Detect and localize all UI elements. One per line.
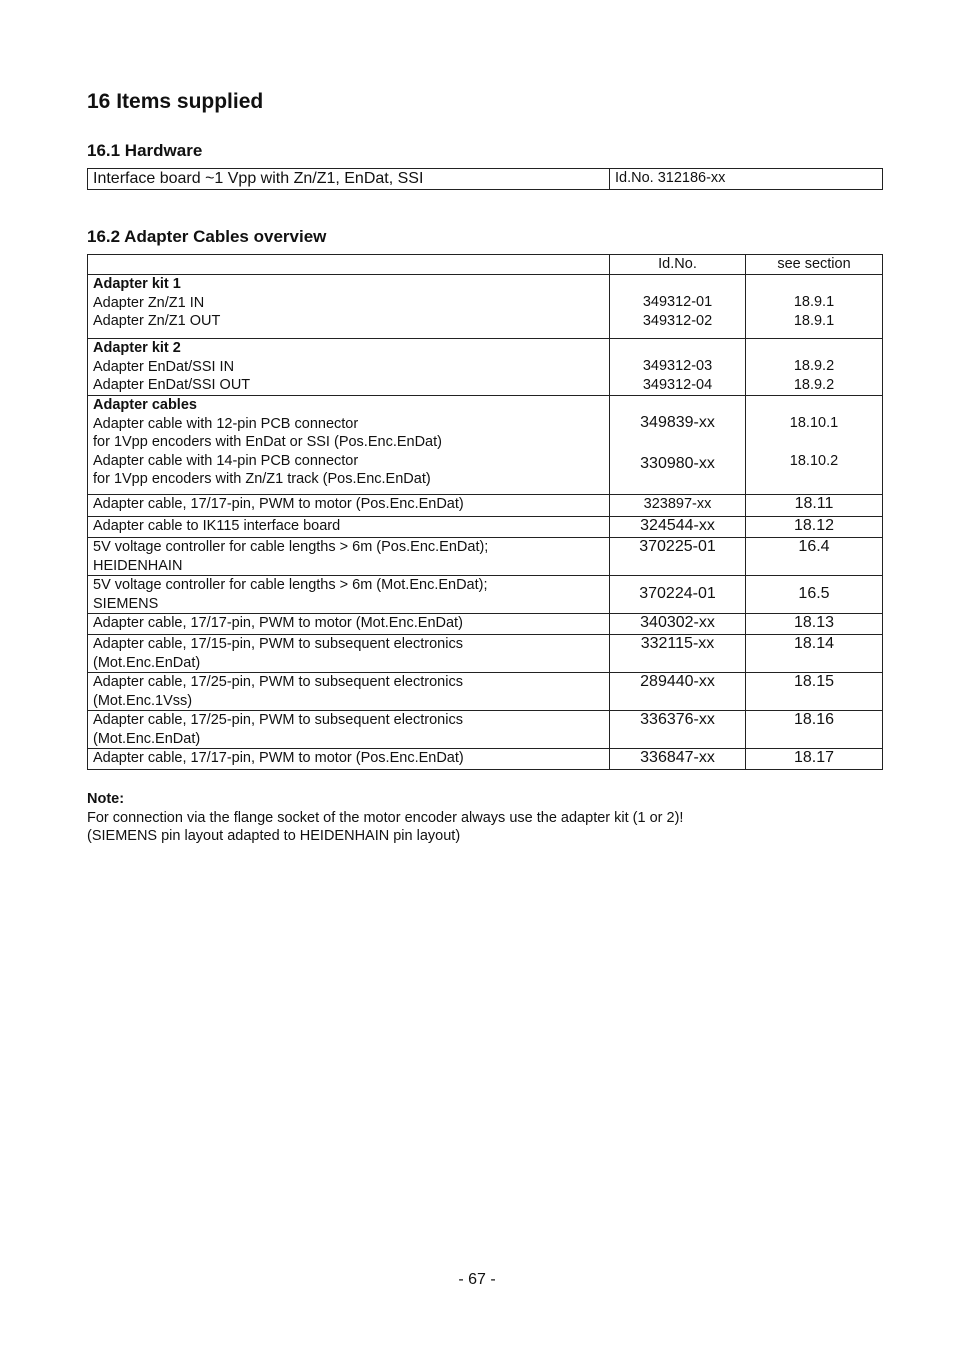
row-desc: Adapter cable, 17/17-pin, PWM to motor (Mot.Enc.EnDat) — [88, 614, 610, 635]
row-section: 18.12 — [746, 517, 883, 538]
note-text: For connection via the flange socket of the motor encoder always use the adapter kit (1 or 2)! — [87, 809, 684, 826]
kit2-id: 349312-03 — [642, 358, 713, 374]
header-section: see section — [746, 255, 883, 275]
hardware-id: Id.No. 312186-xx — [610, 169, 883, 190]
row-section: 16.4 — [746, 538, 883, 576]
table-row — [88, 275, 883, 339]
kit2-section: 18.9.2 — [793, 358, 835, 374]
row-desc: (Mot.Enc.EnDat) — [93, 654, 201, 671]
row-desc: Adapter cable, 17/25-pin, PWM to subsequent electronics — [93, 674, 463, 690]
header-id: Id.No. — [610, 255, 746, 275]
row-desc: 5V voltage controller for cable lengths > 6m (Mot.Enc.EnDat); — [93, 577, 488, 593]
row-section: 18.16 — [746, 711, 883, 749]
table-row — [88, 711, 883, 749]
row-id: 323897-xx — [610, 495, 746, 517]
row-id: 370225-01 — [610, 538, 746, 576]
kit1-id: 349312-01 — [642, 294, 713, 310]
kit1-section: 18.9.1 — [793, 294, 835, 310]
kit1-item: Adapter Zn/Z1 OUT — [93, 313, 221, 329]
row-id: 336847-xx — [610, 749, 746, 770]
row-section: 18.17 — [746, 749, 883, 770]
adapter-cable-id: 349839-xx — [640, 414, 715, 431]
hardware-heading: 16.1 Hardware — [87, 141, 203, 160]
kit2-item: Adapter EnDat/SSI IN — [93, 358, 235, 375]
row-id: 332115-xx — [610, 635, 746, 673]
table-row — [88, 517, 883, 538]
row-id: 289440-xx — [610, 673, 746, 711]
row-desc: HEIDENHAIN — [93, 557, 183, 574]
kit2-item: Adapter EnDat/SSI OUT — [93, 377, 251, 393]
adapter-cables-title: Adapter cables — [93, 397, 197, 413]
row-desc: Adapter cable, 17/17-pin, PWM to motor (Pos.Enc.EnDat) — [88, 749, 610, 770]
row-section: 16.5 — [746, 576, 883, 614]
note — [87, 790, 683, 846]
row-desc: Adapter cable, 17/15-pin, PWM to subsequent electronics — [93, 636, 463, 652]
adapter-cable-line: Adapter cable with 12-pin PCB connector — [93, 415, 359, 432]
table-row — [88, 635, 883, 673]
table-header-row — [88, 255, 883, 275]
row-section: 18.11 — [746, 495, 883, 517]
table-row — [88, 169, 883, 190]
adapter-cable-id: 330980-xx — [640, 454, 715, 472]
table-row — [88, 495, 883, 517]
row-desc: (Mot.Enc.EnDat) — [93, 730, 201, 747]
row-section: 18.13 — [746, 614, 883, 635]
page-title: 16 Items supplied — [87, 90, 264, 113]
table-row — [88, 749, 883, 770]
row-section: 18.15 — [746, 673, 883, 711]
adapter-cable-line: for 1Vpp encoders with Zn/Z1 track (Pos.Enc.EnDat) — [93, 471, 431, 487]
table-row — [88, 339, 883, 396]
table-row — [88, 614, 883, 635]
adapter-cable-section: 18.10.2 — [789, 452, 839, 469]
row-desc: 5V voltage controller for cable lengths > 6m (Pos.Enc.EnDat); — [93, 539, 489, 555]
row-desc: Adapter cable, 17/25-pin, PWM to subsequent electronics — [93, 712, 463, 728]
row-id: 340302-xx — [610, 614, 746, 635]
row-desc: Adapter cable, 17/17-pin, PWM to motor (Pos.Enc.EnDat) — [88, 495, 610, 517]
kit2-title: Adapter kit 2 — [93, 340, 181, 356]
row-id: 324544-xx — [610, 517, 746, 538]
hardware-item: Interface board ~1 Vpp with Zn/Z1, EnDat, SSI — [88, 169, 610, 190]
table-row — [88, 538, 883, 576]
kit1-section: 18.9.1 — [793, 312, 835, 329]
row-section: 18.14 — [746, 635, 883, 673]
hardware-table — [87, 168, 883, 190]
adapter-cable-section: 18.10.1 — [789, 415, 839, 431]
table-row — [88, 396, 883, 495]
note-title: Note: — [87, 791, 125, 807]
adapter-cables-table — [87, 254, 883, 770]
note-text: (SIEMENS pin layout adapted to HEIDENHAIN pin layout) — [87, 828, 461, 844]
table-row — [88, 576, 883, 614]
page-number: - 67 - — [458, 1271, 496, 1288]
row-id: 370224-01 — [610, 576, 746, 614]
row-desc: (Mot.Enc.1Vss) — [93, 692, 193, 709]
adapter-cable-line: for 1Vpp encoders with EnDat or SSI (Pos.Enc.EnDat) — [93, 434, 442, 450]
kit1-title: Adapter kit 1 — [93, 276, 181, 292]
kit1-item: Adapter Zn/Z1 IN — [93, 294, 205, 311]
kit2-section: 18.9.2 — [793, 376, 835, 393]
cables-heading: 16.2 Adapter Cables overview — [87, 227, 327, 246]
row-desc: SIEMENS — [93, 595, 159, 612]
row-id: 336376-xx — [610, 711, 746, 749]
table-row — [88, 673, 883, 711]
kit1-id: 349312-02 — [642, 312, 713, 329]
kit2-id: 349312-04 — [642, 376, 713, 393]
adapter-cable-line: Adapter cable with 14-pin PCB connector — [93, 452, 359, 469]
row-desc: Adapter cable to IK115 interface board — [88, 517, 610, 538]
